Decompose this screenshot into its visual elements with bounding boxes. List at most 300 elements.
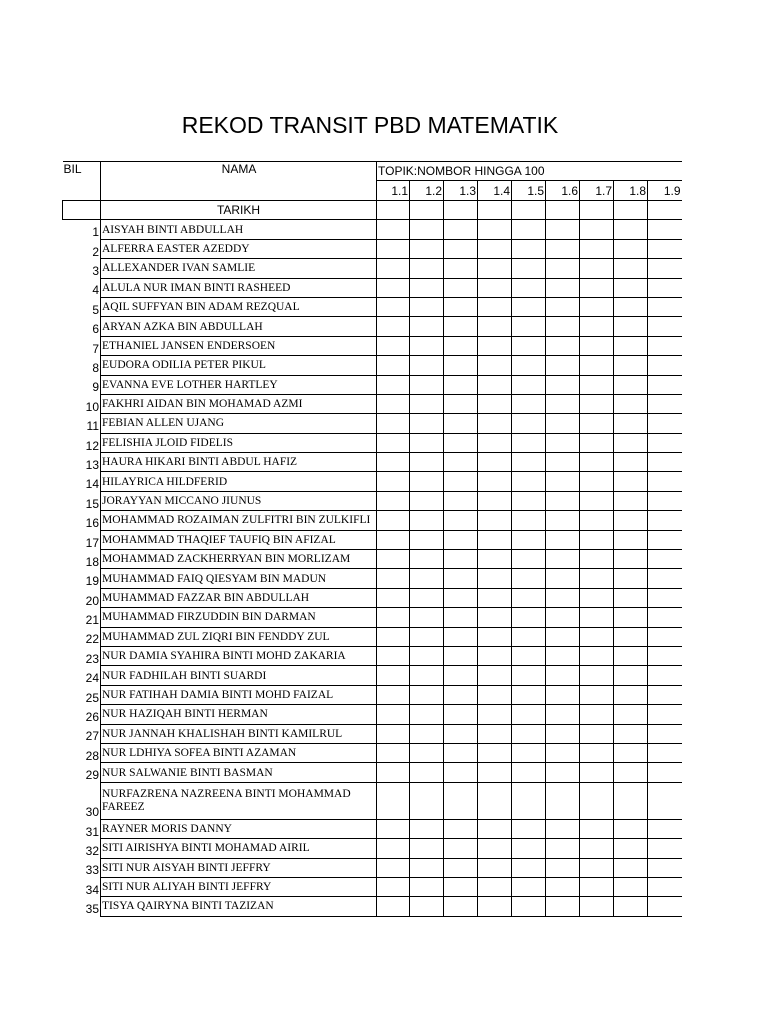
- mark-cell[interactable]: [648, 897, 682, 916]
- mark-cell[interactable]: [648, 530, 682, 549]
- mark-cell[interactable]: [580, 608, 614, 627]
- mark-cell[interactable]: [377, 511, 410, 530]
- mark-cell[interactable]: [512, 433, 546, 452]
- mark-cell[interactable]: [410, 453, 444, 472]
- mark-cell[interactable]: [546, 743, 580, 762]
- mark-cell[interactable]: [648, 220, 682, 239]
- mark-cell[interactable]: [546, 666, 580, 685]
- mark-cell[interactable]: [648, 685, 682, 704]
- mark-cell[interactable]: [478, 839, 512, 858]
- mark-cell[interactable]: [478, 858, 512, 877]
- mark-cell[interactable]: [546, 839, 580, 858]
- mark-cell[interactable]: [580, 763, 614, 782]
- mark-cell[interactable]: [546, 239, 580, 258]
- mark-cell[interactable]: [648, 297, 682, 316]
- mark-cell[interactable]: [580, 336, 614, 355]
- mark-cell[interactable]: [614, 550, 648, 569]
- mark-cell[interactable]: [648, 763, 682, 782]
- mark-cell[interactable]: [410, 569, 444, 588]
- mark-cell[interactable]: [648, 511, 682, 530]
- mark-cell[interactable]: [512, 239, 546, 258]
- mark-cell[interactable]: [410, 839, 444, 858]
- mark-cell[interactable]: [377, 819, 410, 838]
- mark-cell[interactable]: [546, 608, 580, 627]
- mark-cell[interactable]: [546, 491, 580, 510]
- mark-cell[interactable]: [444, 724, 478, 743]
- mark-cell[interactable]: [444, 297, 478, 316]
- mark-cell[interactable]: [410, 336, 444, 355]
- mark-cell[interactable]: [614, 627, 648, 646]
- mark-cell[interactable]: [614, 782, 648, 819]
- mark-cell[interactable]: [444, 259, 478, 278]
- mark-cell[interactable]: [614, 666, 648, 685]
- mark-cell[interactable]: [546, 569, 580, 588]
- mark-cell[interactable]: [580, 317, 614, 336]
- mark-cell[interactable]: [410, 394, 444, 413]
- mark-cell[interactable]: [546, 550, 580, 569]
- mark-cell[interactable]: [444, 819, 478, 838]
- mark-cell[interactable]: [410, 259, 444, 278]
- mark-cell[interactable]: [614, 375, 648, 394]
- mark-cell[interactable]: [614, 743, 648, 762]
- mark-cell[interactable]: [377, 453, 410, 472]
- mark-cell[interactable]: [512, 743, 546, 762]
- mark-cell[interactable]: [648, 375, 682, 394]
- mark-cell[interactable]: [648, 646, 682, 665]
- mark-cell[interactable]: [410, 278, 444, 297]
- mark-cell[interactable]: [648, 705, 682, 724]
- mark-cell[interactable]: [410, 724, 444, 743]
- mark-cell[interactable]: [648, 453, 682, 472]
- mark-cell[interactable]: [580, 414, 614, 433]
- mark-cell[interactable]: [377, 705, 410, 724]
- mark-cell[interactable]: [614, 724, 648, 743]
- mark-cell[interactable]: [546, 646, 580, 665]
- mark-cell[interactable]: [377, 317, 410, 336]
- mark-cell[interactable]: [580, 259, 614, 278]
- mark-cell[interactable]: [546, 763, 580, 782]
- mark-cell[interactable]: [512, 453, 546, 472]
- mark-cell[interactable]: [478, 705, 512, 724]
- mark-cell[interactable]: [512, 877, 546, 896]
- mark-cell[interactable]: [546, 897, 580, 916]
- mark-cell[interactable]: [580, 550, 614, 569]
- mark-cell[interactable]: [546, 819, 580, 838]
- mark-cell[interactable]: [648, 433, 682, 452]
- mark-cell[interactable]: [580, 839, 614, 858]
- mark-cell[interactable]: [580, 743, 614, 762]
- mark-cell[interactable]: [648, 666, 682, 685]
- mark-cell[interactable]: [478, 297, 512, 316]
- mark-cell[interactable]: [478, 608, 512, 627]
- mark-cell[interactable]: [580, 433, 614, 452]
- mark-cell[interactable]: [444, 453, 478, 472]
- mark-cell[interactable]: [580, 685, 614, 704]
- tarikh-date-cell[interactable]: [478, 201, 512, 220]
- tarikh-date-cell[interactable]: [512, 201, 546, 220]
- mark-cell[interactable]: [512, 819, 546, 838]
- mark-cell[interactable]: [377, 239, 410, 258]
- mark-cell[interactable]: [648, 839, 682, 858]
- mark-cell[interactable]: [614, 897, 648, 916]
- mark-cell[interactable]: [444, 782, 478, 819]
- mark-cell[interactable]: [512, 414, 546, 433]
- mark-cell[interactable]: [512, 491, 546, 510]
- mark-cell[interactable]: [478, 819, 512, 838]
- mark-cell[interactable]: [444, 877, 478, 896]
- mark-cell[interactable]: [546, 724, 580, 743]
- mark-cell[interactable]: [512, 297, 546, 316]
- mark-cell[interactable]: [546, 278, 580, 297]
- mark-cell[interactable]: [478, 588, 512, 607]
- mark-cell[interactable]: [377, 569, 410, 588]
- mark-cell[interactable]: [512, 588, 546, 607]
- mark-cell[interactable]: [546, 220, 580, 239]
- mark-cell[interactable]: [614, 511, 648, 530]
- mark-cell[interactable]: [614, 646, 648, 665]
- mark-cell[interactable]: [410, 763, 444, 782]
- mark-cell[interactable]: [546, 530, 580, 549]
- mark-cell[interactable]: [377, 550, 410, 569]
- mark-cell[interactable]: [512, 278, 546, 297]
- mark-cell[interactable]: [512, 317, 546, 336]
- mark-cell[interactable]: [512, 569, 546, 588]
- mark-cell[interactable]: [444, 239, 478, 258]
- mark-cell[interactable]: [478, 453, 512, 472]
- mark-cell[interactable]: [410, 530, 444, 549]
- mark-cell[interactable]: [648, 569, 682, 588]
- mark-cell[interactable]: [614, 414, 648, 433]
- mark-cell[interactable]: [478, 782, 512, 819]
- mark-cell[interactable]: [614, 317, 648, 336]
- tarikh-date-cell[interactable]: [648, 201, 682, 220]
- mark-cell[interactable]: [410, 588, 444, 607]
- mark-cell[interactable]: [444, 220, 478, 239]
- tarikh-date-cell[interactable]: [410, 201, 444, 220]
- mark-cell[interactable]: [512, 782, 546, 819]
- mark-cell[interactable]: [478, 472, 512, 491]
- mark-cell[interactable]: [444, 414, 478, 433]
- mark-cell[interactable]: [444, 491, 478, 510]
- mark-cell[interactable]: [614, 839, 648, 858]
- mark-cell[interactable]: [580, 530, 614, 549]
- mark-cell[interactable]: [478, 511, 512, 530]
- mark-cell[interactable]: [546, 877, 580, 896]
- mark-cell[interactable]: [580, 394, 614, 413]
- mark-cell[interactable]: [410, 414, 444, 433]
- mark-cell[interactable]: [444, 858, 478, 877]
- mark-cell[interactable]: [648, 858, 682, 877]
- mark-cell[interactable]: [546, 356, 580, 375]
- mark-cell[interactable]: [614, 336, 648, 355]
- mark-cell[interactable]: [377, 588, 410, 607]
- mark-cell[interactable]: [444, 743, 478, 762]
- mark-cell[interactable]: [377, 724, 410, 743]
- mark-cell[interactable]: [377, 897, 410, 916]
- mark-cell[interactable]: [377, 472, 410, 491]
- mark-cell[interactable]: [444, 511, 478, 530]
- mark-cell[interactable]: [444, 685, 478, 704]
- mark-cell[interactable]: [512, 394, 546, 413]
- mark-cell[interactable]: [614, 491, 648, 510]
- mark-cell[interactable]: [478, 336, 512, 355]
- mark-cell[interactable]: [614, 220, 648, 239]
- mark-cell[interactable]: [377, 608, 410, 627]
- mark-cell[interactable]: [377, 356, 410, 375]
- mark-cell[interactable]: [478, 491, 512, 510]
- mark-cell[interactable]: [648, 491, 682, 510]
- mark-cell[interactable]: [546, 414, 580, 433]
- mark-cell[interactable]: [614, 356, 648, 375]
- mark-cell[interactable]: [410, 608, 444, 627]
- mark-cell[interactable]: [410, 666, 444, 685]
- mark-cell[interactable]: [512, 220, 546, 239]
- mark-cell[interactable]: [512, 839, 546, 858]
- mark-cell[interactable]: [410, 550, 444, 569]
- mark-cell[interactable]: [377, 743, 410, 762]
- mark-cell[interactable]: [648, 782, 682, 819]
- mark-cell[interactable]: [444, 394, 478, 413]
- mark-cell[interactable]: [444, 356, 478, 375]
- mark-cell[interactable]: [512, 627, 546, 646]
- mark-cell[interactable]: [614, 530, 648, 549]
- mark-cell[interactable]: [478, 394, 512, 413]
- mark-cell[interactable]: [444, 472, 478, 491]
- mark-cell[interactable]: [410, 877, 444, 896]
- mark-cell[interactable]: [410, 220, 444, 239]
- mark-cell[interactable]: [614, 877, 648, 896]
- mark-cell[interactable]: [614, 569, 648, 588]
- mark-cell[interactable]: [580, 569, 614, 588]
- mark-cell[interactable]: [478, 646, 512, 665]
- mark-cell[interactable]: [444, 608, 478, 627]
- mark-cell[interactable]: [580, 627, 614, 646]
- mark-cell[interactable]: [512, 356, 546, 375]
- mark-cell[interactable]: [614, 259, 648, 278]
- mark-cell[interactable]: [377, 877, 410, 896]
- mark-cell[interactable]: [478, 724, 512, 743]
- mark-cell[interactable]: [580, 278, 614, 297]
- mark-cell[interactable]: [614, 763, 648, 782]
- mark-cell[interactable]: [648, 356, 682, 375]
- mark-cell[interactable]: [648, 877, 682, 896]
- mark-cell[interactable]: [444, 569, 478, 588]
- mark-cell[interactable]: [580, 588, 614, 607]
- mark-cell[interactable]: [512, 608, 546, 627]
- mark-cell[interactable]: [410, 317, 444, 336]
- mark-cell[interactable]: [546, 685, 580, 704]
- mark-cell[interactable]: [580, 297, 614, 316]
- mark-cell[interactable]: [377, 646, 410, 665]
- mark-cell[interactable]: [648, 472, 682, 491]
- mark-cell[interactable]: [444, 433, 478, 452]
- mark-cell[interactable]: [580, 897, 614, 916]
- mark-cell[interactable]: [410, 472, 444, 491]
- mark-cell[interactable]: [410, 297, 444, 316]
- mark-cell[interactable]: [377, 763, 410, 782]
- mark-cell[interactable]: [546, 782, 580, 819]
- mark-cell[interactable]: [444, 763, 478, 782]
- mark-cell[interactable]: [478, 414, 512, 433]
- mark-cell[interactable]: [478, 356, 512, 375]
- mark-cell[interactable]: [648, 724, 682, 743]
- mark-cell[interactable]: [580, 858, 614, 877]
- mark-cell[interactable]: [546, 297, 580, 316]
- mark-cell[interactable]: [614, 588, 648, 607]
- mark-cell[interactable]: [478, 897, 512, 916]
- mark-cell[interactable]: [546, 858, 580, 877]
- mark-cell[interactable]: [444, 588, 478, 607]
- mark-cell[interactable]: [546, 259, 580, 278]
- mark-cell[interactable]: [410, 375, 444, 394]
- mark-cell[interactable]: [614, 685, 648, 704]
- mark-cell[interactable]: [648, 414, 682, 433]
- mark-cell[interactable]: [512, 724, 546, 743]
- mark-cell[interactable]: [512, 550, 546, 569]
- mark-cell[interactable]: [478, 763, 512, 782]
- mark-cell[interactable]: [410, 897, 444, 916]
- mark-cell[interactable]: [478, 278, 512, 297]
- mark-cell[interactable]: [512, 858, 546, 877]
- mark-cell[interactable]: [377, 297, 410, 316]
- mark-cell[interactable]: [410, 743, 444, 762]
- mark-cell[interactable]: [410, 819, 444, 838]
- mark-cell[interactable]: [444, 550, 478, 569]
- mark-cell[interactable]: [377, 336, 410, 355]
- mark-cell[interactable]: [512, 705, 546, 724]
- mark-cell[interactable]: [614, 433, 648, 452]
- mark-cell[interactable]: [444, 897, 478, 916]
- mark-cell[interactable]: [580, 511, 614, 530]
- mark-cell[interactable]: [648, 259, 682, 278]
- mark-cell[interactable]: [648, 743, 682, 762]
- mark-cell[interactable]: [512, 375, 546, 394]
- mark-cell[interactable]: [580, 472, 614, 491]
- mark-cell[interactable]: [648, 336, 682, 355]
- mark-cell[interactable]: [478, 685, 512, 704]
- mark-cell[interactable]: [648, 394, 682, 413]
- mark-cell[interactable]: [512, 259, 546, 278]
- mark-cell[interactable]: [614, 297, 648, 316]
- mark-cell[interactable]: [546, 705, 580, 724]
- mark-cell[interactable]: [512, 472, 546, 491]
- mark-cell[interactable]: [546, 588, 580, 607]
- mark-cell[interactable]: [478, 743, 512, 762]
- mark-cell[interactable]: [546, 336, 580, 355]
- mark-cell[interactable]: [410, 646, 444, 665]
- mark-cell[interactable]: [512, 666, 546, 685]
- mark-cell[interactable]: [377, 839, 410, 858]
- tarikh-date-cell[interactable]: [614, 201, 648, 220]
- mark-cell[interactable]: [377, 220, 410, 239]
- mark-cell[interactable]: [478, 627, 512, 646]
- tarikh-date-cell[interactable]: [444, 201, 478, 220]
- mark-cell[interactable]: [478, 569, 512, 588]
- mark-cell[interactable]: [377, 627, 410, 646]
- mark-cell[interactable]: [614, 608, 648, 627]
- mark-cell[interactable]: [444, 666, 478, 685]
- mark-cell[interactable]: [580, 782, 614, 819]
- mark-cell[interactable]: [444, 278, 478, 297]
- mark-cell[interactable]: [410, 858, 444, 877]
- mark-cell[interactable]: [614, 705, 648, 724]
- mark-cell[interactable]: [580, 705, 614, 724]
- tarikh-date-cell[interactable]: [580, 201, 614, 220]
- mark-cell[interactable]: [614, 472, 648, 491]
- mark-cell[interactable]: [410, 239, 444, 258]
- mark-cell[interactable]: [377, 433, 410, 452]
- mark-cell[interactable]: [512, 897, 546, 916]
- mark-cell[interactable]: [546, 472, 580, 491]
- mark-cell[interactable]: [546, 317, 580, 336]
- mark-cell[interactable]: [512, 336, 546, 355]
- mark-cell[interactable]: [377, 278, 410, 297]
- mark-cell[interactable]: [648, 550, 682, 569]
- mark-cell[interactable]: [580, 646, 614, 665]
- mark-cell[interactable]: [377, 530, 410, 549]
- mark-cell[interactable]: [580, 724, 614, 743]
- mark-cell[interactable]: [444, 336, 478, 355]
- mark-cell[interactable]: [546, 511, 580, 530]
- mark-cell[interactable]: [377, 491, 410, 510]
- mark-cell[interactable]: [478, 317, 512, 336]
- mark-cell[interactable]: [580, 356, 614, 375]
- mark-cell[interactable]: [377, 685, 410, 704]
- mark-cell[interactable]: [478, 375, 512, 394]
- mark-cell[interactable]: [478, 239, 512, 258]
- mark-cell[interactable]: [648, 627, 682, 646]
- mark-cell[interactable]: [614, 453, 648, 472]
- mark-cell[interactable]: [512, 530, 546, 549]
- mark-cell[interactable]: [478, 433, 512, 452]
- mark-cell[interactable]: [546, 394, 580, 413]
- mark-cell[interactable]: [648, 819, 682, 838]
- mark-cell[interactable]: [614, 394, 648, 413]
- mark-cell[interactable]: [478, 259, 512, 278]
- mark-cell[interactable]: [377, 414, 410, 433]
- mark-cell[interactable]: [377, 782, 410, 819]
- mark-cell[interactable]: [478, 550, 512, 569]
- mark-cell[interactable]: [648, 239, 682, 258]
- mark-cell[interactable]: [444, 375, 478, 394]
- mark-cell[interactable]: [410, 705, 444, 724]
- mark-cell[interactable]: [377, 394, 410, 413]
- mark-cell[interactable]: [410, 511, 444, 530]
- mark-cell[interactable]: [512, 685, 546, 704]
- mark-cell[interactable]: [580, 491, 614, 510]
- mark-cell[interactable]: [444, 839, 478, 858]
- mark-cell[interactable]: [377, 375, 410, 394]
- mark-cell[interactable]: [614, 858, 648, 877]
- mark-cell[interactable]: [410, 685, 444, 704]
- mark-cell[interactable]: [546, 375, 580, 394]
- mark-cell[interactable]: [512, 646, 546, 665]
- mark-cell[interactable]: [377, 259, 410, 278]
- mark-cell[interactable]: [648, 278, 682, 297]
- mark-cell[interactable]: [580, 453, 614, 472]
- mark-cell[interactable]: [478, 666, 512, 685]
- mark-cell[interactable]: [410, 782, 444, 819]
- tarikh-date-cell[interactable]: [377, 201, 410, 220]
- tarikh-date-cell[interactable]: [546, 201, 580, 220]
- mark-cell[interactable]: [614, 278, 648, 297]
- mark-cell[interactable]: [648, 608, 682, 627]
- mark-cell[interactable]: [410, 433, 444, 452]
- mark-cell[interactable]: [377, 666, 410, 685]
- mark-cell[interactable]: [648, 317, 682, 336]
- mark-cell[interactable]: [580, 220, 614, 239]
- mark-cell[interactable]: [410, 627, 444, 646]
